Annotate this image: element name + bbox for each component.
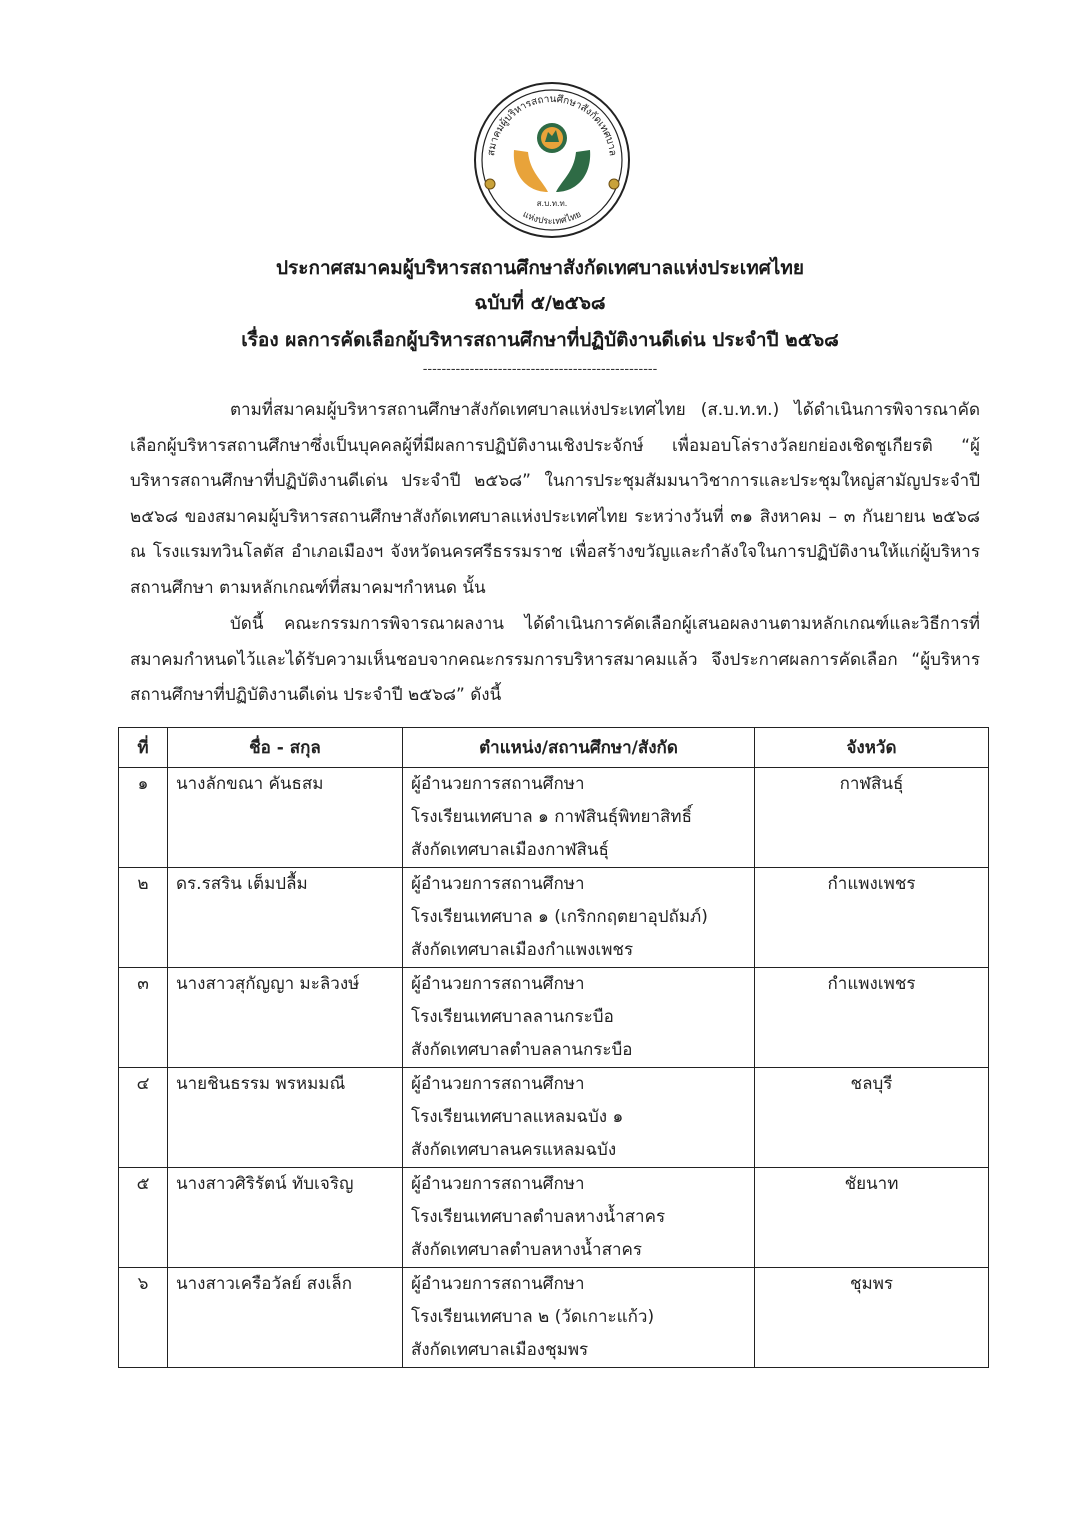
col-header-no: ที่ — [119, 728, 168, 768]
cell-no: ๑ — [119, 768, 168, 868]
cell-no: ๖ — [119, 1268, 168, 1368]
announcement-issue: ฉบับที่ ๕/๒๕๖๘ — [474, 292, 606, 314]
association-seal-icon — [472, 80, 632, 240]
col-header-position: ตำแหน่ง/สถานศึกษา/สังกัด — [403, 728, 755, 768]
announcement-title: ประกาศสมาคมผู้บริหารสถานศึกษาสังกัดเทศบาลแห่งประเทศไทย — [275, 257, 805, 279]
cell-no: ๔ — [119, 1068, 168, 1168]
ring-text-bottom: แห่งประเทศไทย — [520, 209, 584, 228]
logo-abbr: ส.บ.ท.ท. — [536, 199, 568, 208]
cell-province: ชลบุรี — [755, 1068, 989, 1168]
cell-name: นางสาวเครือวัลย์ สงเล็ก — [168, 1268, 403, 1368]
paragraph-2 — [130, 607, 980, 714]
cell-position: ผู้อำนวยการสถานศึกษา โรงเรียนเทศบาลลานกระบือ สังกัดเทศบาลตำบลลานกระบือ — [403, 968, 755, 1068]
cell-position: ผู้อำนวยการสถานศึกษา โรงเรียนเทศบาลตำบลหางน้ำสาคร สังกัดเทศบาลตำบลหางน้ำสาคร — [403, 1168, 755, 1268]
table-row — [119, 1268, 989, 1368]
cell-no: ๓ — [119, 968, 168, 1068]
cell-no: ๕ — [119, 1168, 168, 1268]
cell-no: ๒ — [119, 868, 168, 968]
col-header-name: ชื่อ - สกุล — [168, 728, 403, 768]
cell-province: กำแพงเพชร — [755, 968, 989, 1068]
table-row — [119, 1068, 989, 1168]
table-row — [119, 1168, 989, 1268]
cell-province: ชุมพร — [755, 1268, 989, 1368]
divider-line: -------------------------------------------------- — [422, 362, 658, 377]
cell-name: นางสาวสุกัญญา มะลิวงษ์ — [168, 968, 403, 1068]
paragraph-1-text: ตามที่สมาคมผู้บริหารสถานศึกษาสังกัดเทศบาลแห่งประเทศไทย (ส.บ.ท.ท.) ได้ดำเนินการพิจารณาคัดเลือกผู้บริหารสถานศึกษาซึ่งเป็นบุคคลผู้ที่มีผลการปฏิบัติงานเชิงประจักษ์ เพื่อมอบโล่รางวัลยกย่องเชิดชูเกียรติ “ผู้บริหารสถานศึกษาที่ปฏิบัติงานดีเด่น ประจำปี ๒๕๖๘” ในการประชุมสัมมนาวิชาการและประชุมใหญ่สามัญประจำปี ๒๕๖๘ ของสมาคมผู้บริหารสถานศึกษาสังกัดเทศบาลแห่งประเทศไทย ระหว่างวันที่ ๓๑ สิงหาคม – ๓ กันยายน ๒๕๖๘ ณ โรงแรมทวินโลตัส อำเภอเมืองฯ จังหวัดนครศรีธรรมราช เพื่อสร้างขวัญและกำลังใจในการปฏิบัติงานให้แก่ผู้บริหารสถานศึกษา ตามหลักเกณฑ์ที่สมาคมฯกำหนด นั้น — [130, 400, 980, 598]
cell-position: ผู้อำนวยการสถานศึกษา โรงเรียนเทศบาล ๒ (วัดเกาะแก้ว) สังกัดเทศบาลเมืองชุมพร — [403, 1268, 755, 1368]
ring-text-top: สมาคมผู้บริหารสถานศึกษาสังกัดเทศบาล — [486, 93, 618, 157]
announcement-subject: เรื่อง ผลการคัดเลือกผู้บริหารสถานศึกษาที่ปฏิบัติงานดีเด่น ประจำปี ๒๕๖๘ — [241, 329, 839, 351]
cell-position: ผู้อำนวยการสถานศึกษา โรงเรียนเทศบาล ๑ กาฬสินธุ์พิทยาสิทธิ์ สังกัดเทศบาลเมืองกาฬสินธุ์ — [403, 768, 755, 868]
paragraph-2-text: บัดนี้ คณะกรรมการพิจารณาผลงาน ได้ดำเนินการคัดเลือกผู้เสนอผลงานตามหลักเกณฑ์และวิธีการที่สมาคมกำหนดไว้และได้รับความเห็นชอบจากคณะกรรมการบริหารสมาคมแล้ว จึงประกาศผลการคัดเลือก “ผู้บริหารสถานศึกษาที่ปฏิบัติงานดีเด่น ประจำปี ๒๕๖๘” ดังนี้ — [130, 614, 980, 705]
table-row — [119, 768, 989, 868]
cell-name: นายชินธรรม พรหมมณี — [168, 1068, 403, 1168]
cell-name: นางลักขณา คันธสม — [168, 768, 403, 868]
awardees-table — [118, 727, 989, 1368]
col-header-province: จังหวัด — [755, 728, 989, 768]
cell-position: ผู้อำนวยการสถานศึกษา โรงเรียนเทศบาลแหลมฉบัง ๑ สังกัดเทศบาลนครแหลมฉบัง — [403, 1068, 755, 1168]
cell-name: ดร.รสริน เต็มปลื้ม — [168, 868, 403, 968]
cell-name: นางสาวศิริรัตน์ ทับเจริญ — [168, 1168, 403, 1268]
paragraph-1 — [130, 393, 980, 606]
cell-province: ชัยนาท — [755, 1168, 989, 1268]
table-header-row — [119, 728, 989, 768]
cell-province: กำแพงเพชร — [755, 868, 989, 968]
cell-position: ผู้อำนวยการสถานศึกษา โรงเรียนเทศบาล ๑ (เกริกกฤตยาอุปถัมภ์) สังกัดเทศบาลเมืองกำแพงเพชร — [403, 868, 755, 968]
association-logo — [472, 80, 632, 240]
cell-province: กาฬสินธุ์ — [755, 768, 989, 868]
table-row — [119, 868, 989, 968]
table-row — [119, 968, 989, 1068]
